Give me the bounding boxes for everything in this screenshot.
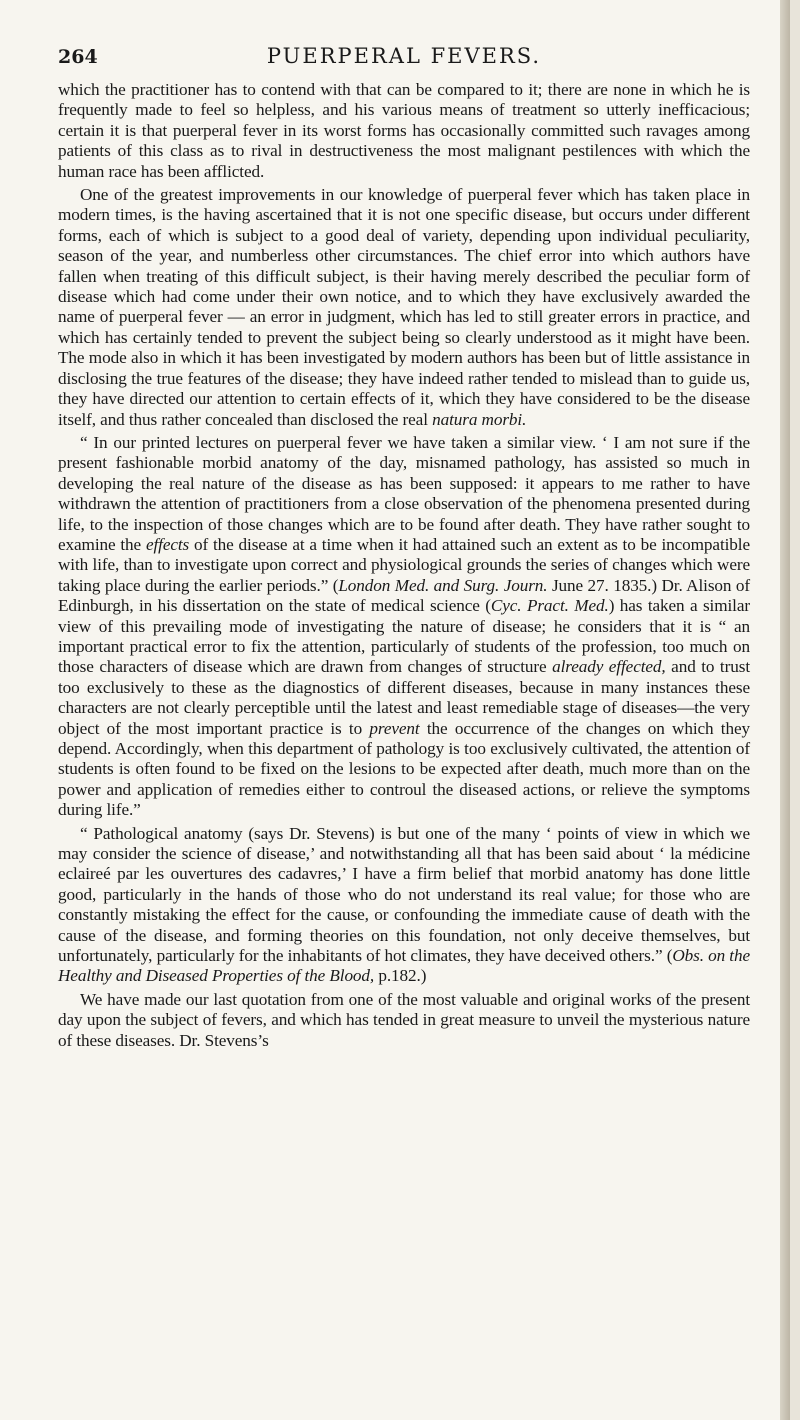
text-run: of the disease at a time when it had attained such an extent as to be incompatible with life, than to investigate upon correct and physiological grounds the series of changes which were taking place during the earlier periods.” ( — [58, 534, 750, 595]
italic-run: natura morbi. — [432, 409, 527, 429]
text-run: and to trust too exclusively to these as the diagnostics of different diseases, because in many instances these characters are not clearly perceptible until the latest and least remediable stage of diseases—the very object of the most important practice is to — [58, 657, 750, 738]
text-run: p.182.) — [374, 966, 427, 986]
paragraph-5 — [58, 990, 750, 1051]
text-run: We have made our last quotation from one of the most valuable and original works of the present day upon the subject of fevers, and which has tended in great measure to unveil the mysterious nature of these diseases. Dr. Stevens’s — [58, 989, 750, 1050]
italic-run: Cyc. Pract. Med. — [490, 596, 609, 616]
paragraph-4 — [58, 824, 750, 987]
paragraph-2 — [58, 185, 750, 430]
page-header — [58, 0, 750, 80]
text-run: “ In our printed lectures on puerperal fever we have taken a similar view. ‘ I am not sure if the present fashionable morbid anatomy of the day, misnamed pathology, has assisted so much in developing the real nature of the disease as has been supposed: it appears to me rather to have withdrawn the attention of practitioners from a close observation of the phenomena presented during life, to the inspection of those changes which are to be found after death. They have rather sought to examine the — [58, 432, 750, 554]
page-edge-shadow — [780, 0, 790, 1420]
page-number: 264 — [58, 46, 98, 68]
italic-run: already effected, — [552, 657, 666, 677]
body-text — [58, 80, 750, 1051]
running-title: PUERPERAL FEVERS. — [266, 44, 542, 68]
italic-run: prevent — [369, 718, 420, 738]
text-run: which the practitioner has to contend with that can be compared to it; there are none in which he is frequently made to feel so helpless, and his various means of treatment so utterly inefficacious; certain it is that puerperal fever in its worst forms has occasionally committed such ravages among patients of this class as to rival in destructiveness the most malignant pestilences with which the human race has been afflicted. — [58, 80, 750, 181]
italic-run: effects — [145, 534, 190, 554]
text-run: One of the greatest improvements in our knowledge of puerperal fever which has taken place in modern times, is the having ascertained that it is not one specific disease, but occurs under different forms, each of which is subject to a good deal of variety, depending upon individual peculiarity, season of the year, and numberless other circumstances. The chief error into which authors have fallen when treating of this difficult subject, is their having merely described the peculiar form of disease which had come under their own notice, and to which they have exclusively awarded the name of puerperal fever — an error in judgment, which has led to still greater errors in practice, and which has certainly tended to prevent the subject being so clearly understood as it might have been. The mode also in which it has been investigated by modern authors has been but of little assistance in disclosing the true features of the disease; they have indeed rather tended to mislead than to guide us, they have directed our attention to certain effects of it, which they have considered to be the disease itself, and thus rather concealed than disclosed the real — [58, 185, 750, 429]
text-run: June 27. 1835.) Dr. Alison of Edinburgh, in his dissertation on the state of medical science ( — [58, 575, 750, 616]
text-run: “ Pathological anatomy (says Dr. Stevens) is but one of the many ‘ points of view in which we may consider the science of disease,’ and notwithstanding all that has been said about ‘ la médicine eclaireé par les ouvertures des cadavres,’ I have a firm belief that morbid anatomy has done little good, particularly in the hands of those who do not understand its real value; for those who are constantly mistaking the effect for the cause, or confounding the immediate cause of death with the cause of the disease, and forming theories on this foundation, not only deceive themselves, but unfortunately, particularly for the inhabitants of hot climates, they have deceived others.” ( — [58, 823, 750, 966]
italic-run: London Med. and Surg. Journ. — [338, 575, 548, 595]
italic-run: Obs. on the Healthy and Diseased Properties of the Blood, — [58, 946, 750, 986]
text-run: the occurrence of the changes on which they depend. Accordingly, when this department of pathology is too exclusively cultivated, the attention of students is often found to be fixed on the lesions to be expected after death, much more than on the power and application of remedies either to controul the diseased actions, or relieve the symptoms during life.” — [58, 718, 750, 820]
paragraph-3 — [58, 433, 750, 821]
paragraph-1 — [58, 80, 750, 182]
text-run: ) has taken a similar view of this prevailing mode of investigating the nature of disease; he considers that it is “ an important practical error to fix the attention, particularly of students of the profession, too much on those characters of disease which are drawn from changes of structure — [58, 596, 750, 677]
